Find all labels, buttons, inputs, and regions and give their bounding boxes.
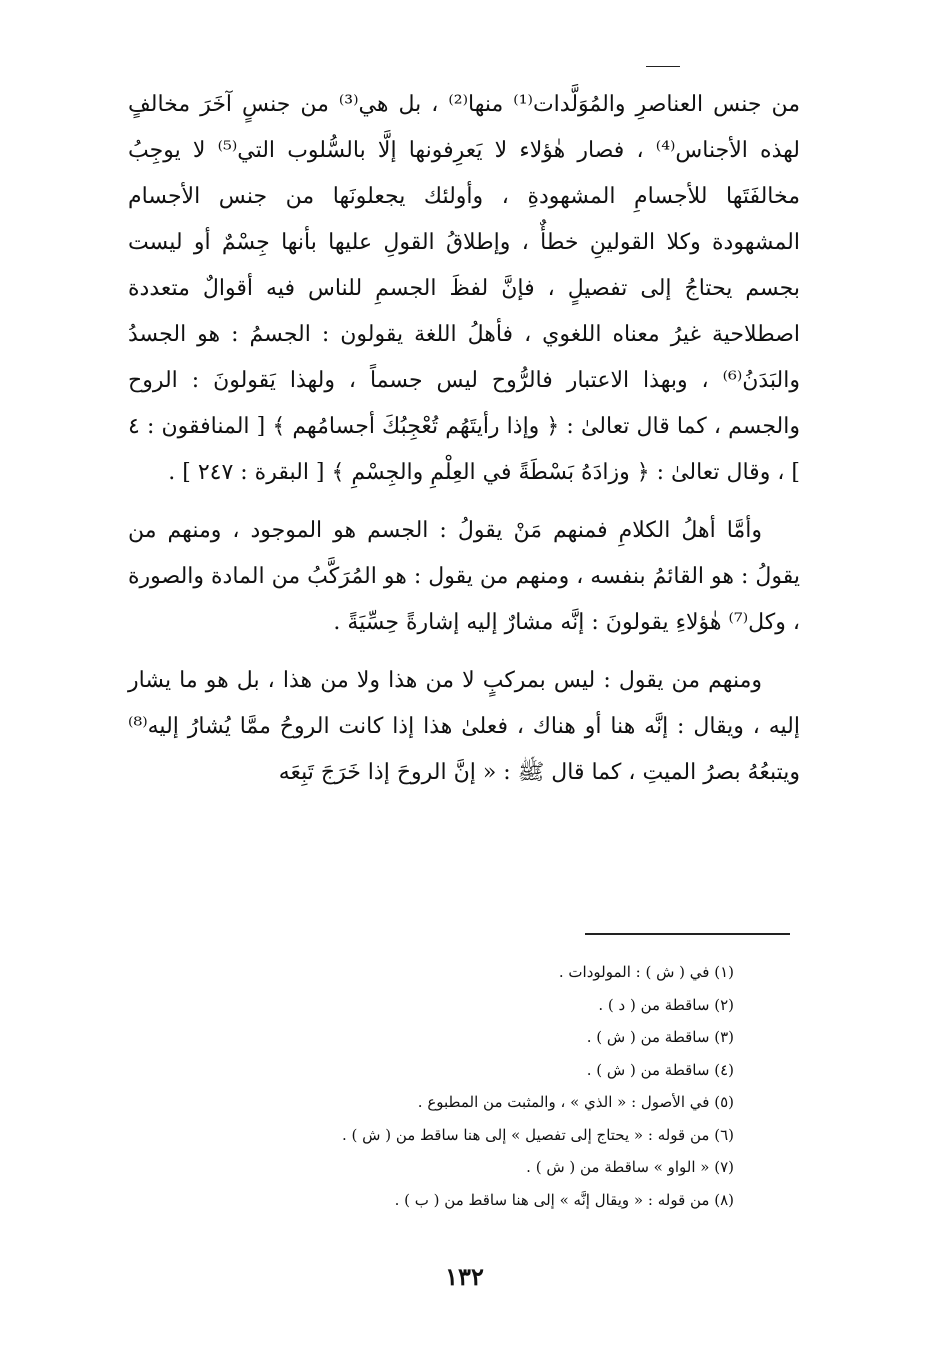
paragraph-2: وأمَّا أهلُ الكلامِ فمنهم مَنْ يقولُ : الجسم هو الموجود ، ومنهم من يقولُ : هو القائمُ بنفسه ، ومنهم من يقول : هو المُرَكَّبُ من المادة والصورة ، وكل⁽⁷⁾ هٰؤلاءِ يقولونَ : إنَّه مشارٌ إليه إشارةً حِسِّيَةً . [128, 518, 800, 635]
main-text-body [128, 82, 800, 796]
footnote-item: (٦) من قوله : « يحتاج إلى تفصيل » إلى هنا ساقط من ( ش ) . [341, 1125, 734, 1144]
footnote-item: (٣) ساقطة من ( ش ) . [586, 1028, 734, 1046]
footnote-item: (٨) من قوله : « ويقال إنَّه » إلى هنا ساقط من ( ب ) . [394, 1190, 734, 1209]
paragraph-1: من جنس العناصرِ والمُوَلَّدات⁽¹⁾ منها⁽²⁾ ، بل هي⁽³⁾ من جنسٍ آخَرَ مخالفٍ لهذه الأجناس⁽⁴⁾ ، فصار هٰؤلاء لا يَعرِفونها إلَّا بالسُّلوب التي⁽⁵⁾ لا يوجِبُ مخالفَتَها للأجسامِ المشهودةِ ، وأولئك يجعلونَها من جنس الأجسام المشهودة وكلا القولينِ خطأٌ ، وإطلاقُ القولِ عليها بأنها جِسْمٌ أو ليست بجسم يحتاجُ إلى تفصيلٍ ، فإنَّ لفظَ الجسمِ للناس فيه أقوالٌ متعددة اصطلاحية غيرُ معناه اللغوي ، فأهلُ اللغة يقولون : الجسمُ : هو الجسدُ والبَدَنُ⁽⁶⁾ ، وبهذا الاعتبار فالرُّوح ليس جسماً ، ولهذا يَقولونَ : الروح والجسم ، كما قال تعالىٰ : ﴿ وإذا رأيتَهُم تُعْجِبُكَ أجسامُهم ﴾ [ المنافقون : ٤ ] ، وقال تعالىٰ : ﴿ وزادَهُ بَسْطَةً في العِلْمِ والجِسْمِ ﴾ [ البقرة : ٢٤٧ ] . [128, 92, 800, 485]
footnotes-list [134, 956, 734, 1216]
page-number: ١٣٢ [445, 1262, 484, 1291]
footnote-separator [585, 933, 790, 935]
footnote-item: (٧) « الواو » ساقطة من ( ش ) . [526, 1158, 734, 1176]
header-rule [646, 66, 680, 67]
footnote-item: (٤) ساقطة من ( ش ) . [586, 1060, 734, 1079]
footnote-item: (٥) في الأصول : « الذي » ، والمثبت من المطبوع . [417, 1093, 734, 1111]
footnote-item: (٢) ساقطة من ( د ) . [598, 995, 734, 1014]
footnote-item: (١) في ( ش ) : المولودات . [558, 963, 734, 981]
paragraph-3: ومنهم من يقول : ليس بمركبٍ لا من هذا ولا من هذا ، بل هو ما يشار إليه ، ويقال : إنَّه هنا أو هناك ، فعلىٰ هذا إذا كانت الروحُ ممَّا يُشارُ إليه⁽⁸⁾ ويتبعُهُ بصرُ الميتِ ، كما قال ﷺ : « إنَّ الروحَ إذا خَرَجَ تَبِعَه [128, 668, 800, 785]
